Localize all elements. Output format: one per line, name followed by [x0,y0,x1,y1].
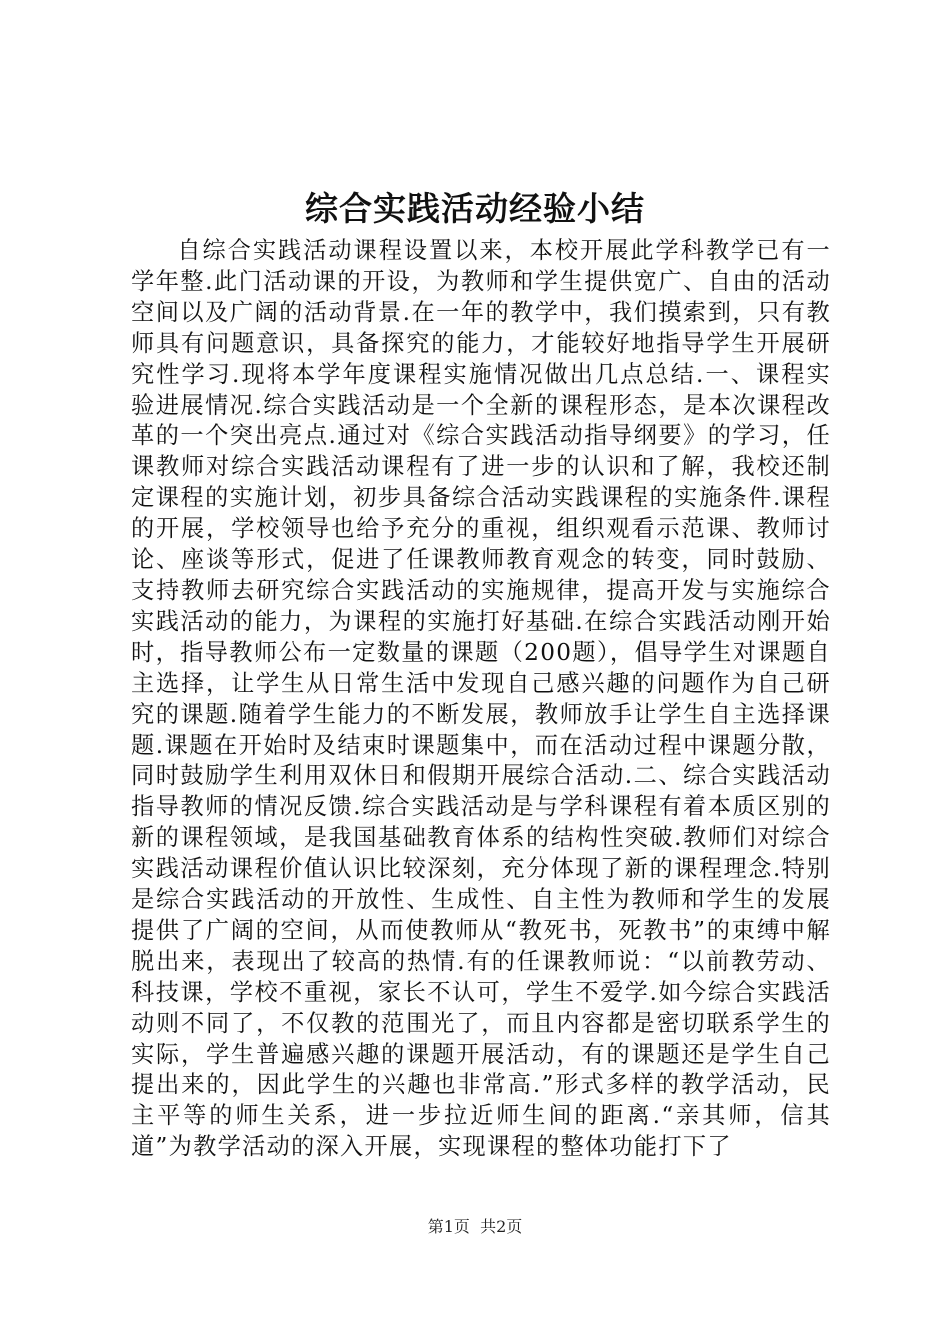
page-number: 第1页 [427,1217,470,1236]
footer-separator [470,1217,480,1236]
page-total: 共2页 [480,1217,523,1236]
document-title: 综合实践活动经验小结 [305,189,645,228]
document-body: 自综合实践活动课程设置以来，本校开展此学科教学已有一学年整.此门活动课的开设，为教师和学生提供宽广、自由的活动空间以及广阔的活动背景.在一年的教学中，我们摸索到，只有教师具有问题意识，具备探究的能力，才能较好地指导学生开展研究性学习.现将本学年度课程实施情况做出几点总结.一、课程实验进展情况.综合实践活动是一个全新的课程形态，是本次课程改革的一个突出亮点.通过对《综合实践活动指导纲要》的学习，任课教师对综合实践活动课程有了进一步的认识和了解，我校还制定课程的实施计划，初步具备综合活动实践课程的实施条件.课程的开展，学校领导也给予充分的重视，组织观看示范课、教师讨论、座谈等形式，促进了任课教师教育观念的转变，同时鼓励、支持教师去研究综合实践活动的实施规律，提高开发与实施综合实践活动的能力，为课程的实施打好基础.在综合实践活动刚开始时，指导教师公布一定数量的课题（200题），倡导学生对课题自主选择，让学生从日常生活中发现自己感兴趣的问题作为自己研究的课题.随着学生能力的不断发展，教师放手让学生自主选择课题.课题在开始时及结束时课题集中，而在活动过程中课题分散，同时鼓励学生利用双休日和假期开展综合活动.二、综合实践活动指导教师的情况反馈.综合实践活动是与学科课程有着本质区别的新的课程领域，是我国基础教育体系的结构性突破.教师们对综合实践活动课程价值认识比较深刻，充分体现了新的课程理念.特别是综合实践活动的开放性、生成性、自主性为教师和学生的发展提供了广阔的空间，从而使教师从“教死书，死教书”的束缚中解脱出来，表现出了较高的热情.有的任课教师说：“以前教劳动、科技课，学校不重视，家长不认可，学生不爱学.如今综合实践活动则不同了，不仅教的范围光了，而且内容都是密切联系学生的实际，学生普遍感兴趣的课题开展活动，有的课题还是学生自己提出来的，因此学生的兴趣也非常高.”形式多样的教学活动，民主平等的师生关系，进一步拉近师生间的距离.“亲其师，信其道”为教学活动的深入开展，实现课程的整体功能打下了 [131,237,831,1161]
page-footer [0,1216,950,1238]
